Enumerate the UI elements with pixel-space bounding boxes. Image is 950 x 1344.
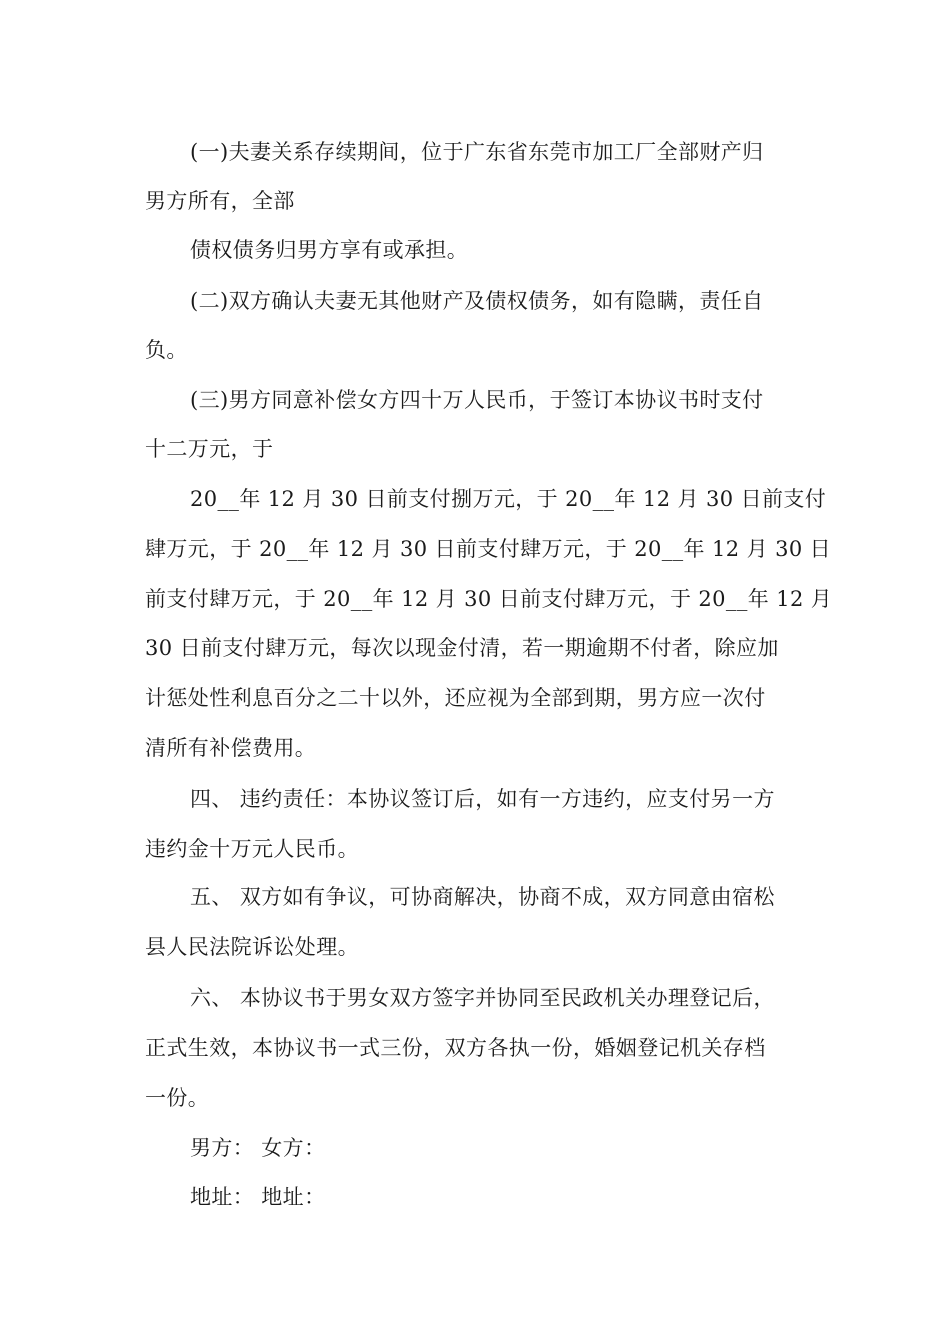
clause-1-line-1: (一)夫妻关系存续期间，位于广东省东莞市加工厂全部财产归 bbox=[190, 140, 764, 164]
clause-3-line-1: (三)男方同意补偿女方四十万人民币，于签订本协议书时支付 bbox=[190, 388, 764, 412]
payment-line-2: 肆万元，于 20__年 12 月 30 日前支付肆万元，于 20__年 12 月 30 日 bbox=[145, 537, 832, 561]
signature-line: 男方： 女方： bbox=[190, 1136, 326, 1160]
clause-1-line-3: 债权债务归男方享有或承担。 bbox=[190, 238, 469, 262]
clause-5-line-1: 五、 双方如有争议，可协商解决，协商不成，双方同意由宿松 bbox=[190, 885, 775, 909]
payment-line-5: 计惩处性利息百分之二十以外，还应视为全部到期，男方应一次付 bbox=[145, 686, 766, 710]
clause-2-line-2: 负。 bbox=[145, 338, 188, 362]
clause-6-line-2: 正式生效，本协议书一式三份，双方各执一份，婚姻登记机关存档 bbox=[145, 1036, 766, 1060]
clause-5-line-2: 县人民法院诉讼处理。 bbox=[145, 935, 359, 959]
clause-1-line-2: 男方所有，全部 bbox=[145, 189, 295, 213]
payment-line-1: 20__年 12 月 30 日前支付捌万元，于 20__年 12 月 30 日前支付 bbox=[190, 487, 827, 511]
clause-3-line-2: 十二万元，于 bbox=[145, 437, 274, 461]
address-line: 地址： 地址： bbox=[190, 1185, 326, 1209]
payment-line-6: 清所有补偿费用。 bbox=[145, 736, 317, 760]
clause-2-line-1: (二)双方确认夫妻无其他财产及债权债务，如有隐瞒，责任自 bbox=[190, 289, 764, 313]
payment-line-4: 30 日前支付肆万元，每次以现金付清，若一期逾期不付者，除应加 bbox=[145, 636, 779, 660]
clause-6-line-3: 一份。 bbox=[145, 1086, 210, 1110]
payment-line-3: 前支付肆万元，于 20__年 12 月 30 日前支付肆万元，于 20__年 12 月 bbox=[145, 587, 833, 611]
clause-4-line-1: 四、 违约责任：本协议签订后，如有一方违约，应支付另一方 bbox=[190, 787, 775, 811]
clause-6-line-1: 六、 本协议书于男女双方签字并协同至民政机关办理登记后， bbox=[190, 986, 775, 1010]
clause-4-line-2: 违约金十万元人民币。 bbox=[145, 837, 359, 861]
